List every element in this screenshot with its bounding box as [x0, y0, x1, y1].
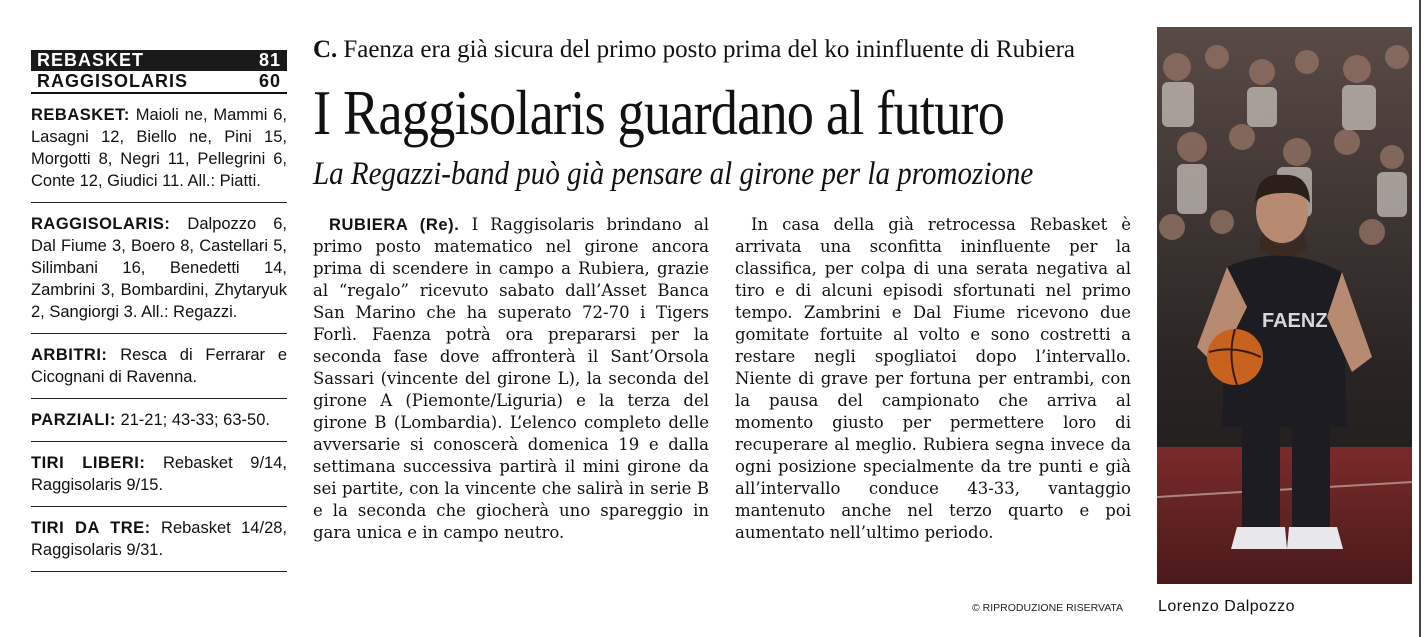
stat-three-pointers: TIRI DA TRE: Rebasket 14/28, Raggisolaris 9/31.	[31, 507, 287, 572]
stat-raggisolaris-lineup: RAGGISOLARIS: Dalpozzo 6, Dal Fiume 3, Boero 8, Castellari 5, Silimbani 16, Benedetti 14, Zambrini 3, Bombardini, Zhytaryuk 2, Sangiorgi 3. All.: Regazzi.	[31, 203, 287, 334]
article-photo	[1157, 27, 1412, 584]
stat-referees: ARBITRI: Resca di Ferrarar e Cicognani di Ravenna.	[31, 334, 287, 399]
jersey-text: FAENZ	[1262, 310, 1328, 332]
home-score: 81	[258, 50, 281, 70]
kicker-text: Faenza era già sicura del primo posto prima del ko ininfluente di Rubiera	[343, 36, 1076, 63]
article-column-1	[313, 214, 709, 544]
match-stats-box	[31, 50, 287, 572]
home-team: REBASKET	[37, 50, 145, 70]
dateline: RUBIERA (Re).	[329, 216, 460, 234]
copyright-notice: © RIPRODUZIONE RISERVATA	[972, 602, 1124, 614]
stat-partials: PARZIALI: 21-21; 43-33; 63-50.	[31, 399, 287, 442]
photo-credit: Lorenzo Dalpozzo	[1158, 598, 1295, 615]
away-score: 60	[258, 71, 281, 91]
stat-rebasket-lineup: REBASKET: Maioli ne, Mammi 6, Lasagni 12, Biello ne, Pini 15, Morgotti 8, Negri 11, Pellegrini 6, Conte 12, Giudici 11. All.: Piatti.	[31, 94, 287, 203]
away-team: RAGGISOLARIS	[37, 71, 189, 91]
score-row-away	[31, 71, 287, 94]
article-subhead: La Regazzi-band può già pensare al girone per la promozione	[313, 156, 1034, 192]
article-paragraph-1: RUBIERA (Re). I Raggisolaris brindano al primo posto matematico nel girone ancora prima di scendere in campo a Rubiera, grazie al “regalo” ricevuto sabato dall’Asset Banca San Marino che ha superato 72-70 i Tigers Forlì. Faenza potrà ora prepararsi per la seconda fase dove affronterà il Sant’Orsola Sassari (vincente del girone L), la seconda del girone A (Piemonte/Liguria) e la terza del girone B (Lombardia). L’elenco completo delle avversarie si conoscerà domenica 19 e dalla settimana successiva partirà il mini girone da sei partite, con la vincente che salirà in serie B e la seconda che giocherà uno spareggio in gara unica e in campo neutro.	[313, 215, 709, 542]
page-edge-divider	[1419, 0, 1421, 637]
kicker-letter: C.	[313, 36, 338, 63]
article-column-2	[735, 214, 1131, 544]
article-kicker	[313, 36, 1133, 64]
article-paragraph-2: In casa della già retrocessa Rebasket è arrivata una sconfitta ininfluente per la classifica, per colpa di una serata negativa al tiro e di alcuni episodi sfortunati nel primo tempo. Zambrini e Dal Fiume ricevono due gomitate fortuite al volto e sono costretti a restare negli spogliatoi dopo l’intervallo. Niente di grave per fortuna per entrambi, con la pausa del campionato che arriva al momento giusto per permettere loro di recuperare al meglio. Rubiera segna invece da ogni posizione specialmente da tre punti e già all’intervallo conduce 43-33, vantaggio mantenuto anche nel terzo quarto e poi aumentato nell’ultimo periodo.	[735, 215, 1131, 542]
stat-free-throws: TIRI LIBERI: Rebasket 9/14, Raggisolaris 9/15.	[31, 442, 287, 507]
article-headline: I Raggisolaris guardano al futuro	[313, 77, 1005, 148]
score-row-home	[31, 50, 287, 71]
